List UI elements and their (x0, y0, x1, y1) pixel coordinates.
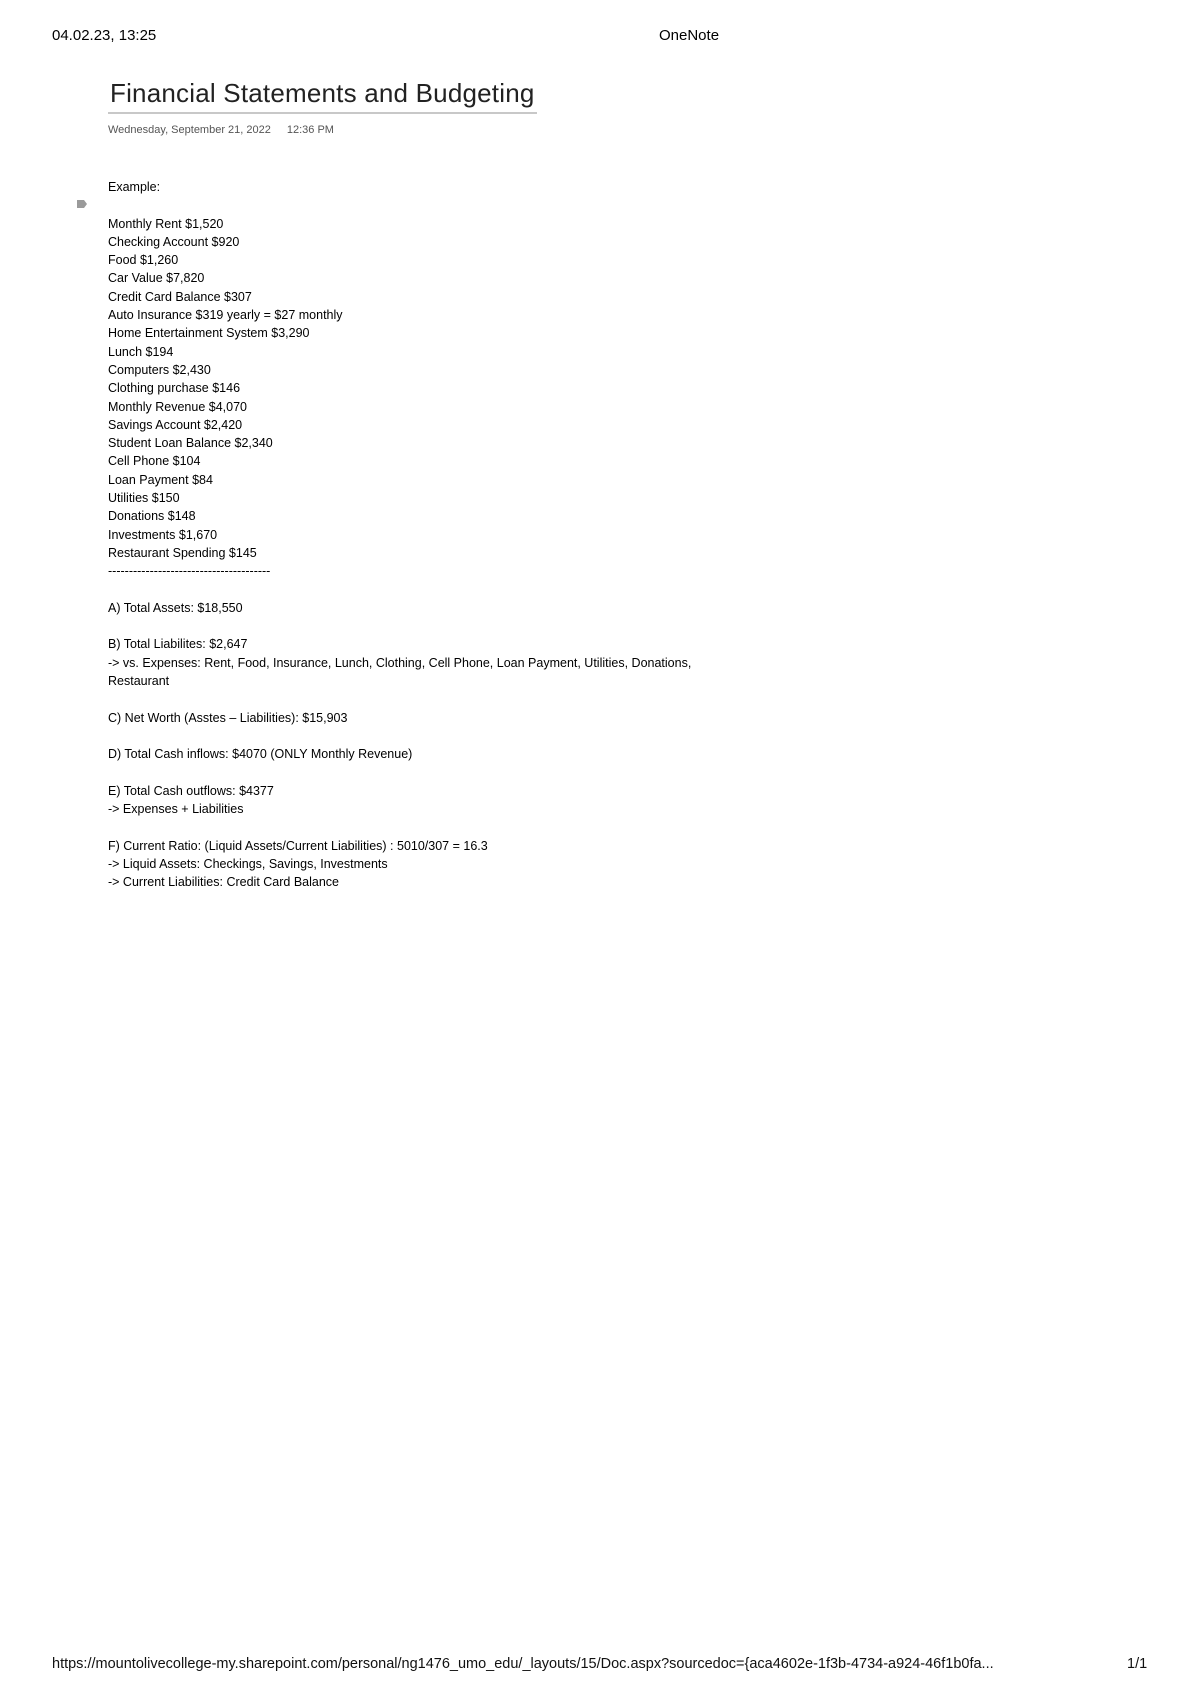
cash-outflows: E) Total Cash outflows: $4377 (108, 783, 274, 798)
list-item: Food $1,260 (108, 253, 179, 268)
total-liabilities: B) Total Liabilites: $2,647 (108, 637, 248, 652)
spacer (108, 617, 828, 635)
list-item: Restaurant Spending $145 (108, 545, 257, 560)
list-item: Monthly Revenue $4,070 (108, 399, 247, 414)
list-item: Savings Account $2,420 (108, 417, 243, 432)
liquid-assets-note: -> Liquid Assets: Checkings, Savings, Investments (108, 856, 388, 871)
net-worth: C) Net Worth (Asstes – Liabilities): $15,903 (108, 710, 348, 725)
list-item: Car Value $7,820 (108, 271, 205, 286)
page-url: https://mountolivecollege-my.sharepoint.com/personal/ng1476_umo_edu/_layouts/15/Doc.aspx?sourcedoc={aca4602e-1f3b-4734-a924-46f1b0fa... (52, 1656, 994, 1672)
list-item: Auto Insurance $319 yearly = $27 monthly (108, 308, 343, 323)
list-item: Donations $148 (108, 509, 196, 524)
spacer (108, 581, 828, 599)
page-date (108, 124, 334, 136)
list-item: Monthly Rent $1,520 (108, 216, 224, 231)
note-content[interactable] (108, 178, 828, 892)
example-label: Example: (108, 180, 161, 194)
total-assets: A) Total Assets: $18,550 (108, 600, 243, 615)
spacer (108, 727, 828, 745)
print-timestamp: 04.02.23, 13:25 (52, 27, 157, 44)
list-item: Loan Payment $84 (108, 472, 213, 487)
liabilities-note: -> vs. Expenses: Rent, Food, Insurance, Lunch, Clothing, Cell Phone, Loan Payment, Utilities, Donations, (108, 655, 692, 670)
page-title[interactable]: Financial Statements and Budgeting (108, 78, 537, 114)
cash-inflows: D) Total Cash inflows: $4070 (ONLY Monthly Revenue) (108, 747, 413, 762)
list-item: Checking Account $920 (108, 234, 240, 249)
current-ratio: F) Current Ratio: (Liquid Assets/Current Liabilities) : 5010/307 = 16.3 (108, 838, 488, 853)
list-item: Clothing purchase $146 (108, 381, 241, 396)
page-title-container (108, 78, 537, 114)
liabilities-note-cont: Restaurant (108, 674, 170, 689)
list-item: Utilities $150 (108, 491, 180, 506)
list-item: Home Entertainment System $3,290 (108, 326, 310, 341)
spacer (108, 690, 828, 708)
list-item: Investments $1,670 (108, 527, 218, 542)
page-date-text: Wednesday, September 21, 2022 (108, 124, 271, 136)
page-number: 1/1 (1127, 1656, 1148, 1672)
outline-handle-icon[interactable] (77, 200, 87, 208)
app-name: OneNote (659, 27, 720, 44)
cash-outflows-note: -> Expenses + Liabilities (108, 802, 244, 817)
list-item: Computers $2,430 (108, 362, 211, 377)
spacer (108, 196, 828, 214)
list-item: Cell Phone $104 (108, 454, 201, 469)
page-time-text: 12:36 PM (286, 124, 334, 136)
list-item: Lunch $194 (108, 344, 174, 359)
list-item: Student Loan Balance $2,340 (108, 436, 273, 451)
print-header (0, 27, 1200, 51)
list-item: Credit Card Balance $307 (108, 289, 252, 304)
separator-line: --------------------------------------- (108, 564, 271, 579)
spacer (108, 818, 828, 836)
current-liabilities-note: -> Current Liabilities: Credit Card Balance (108, 875, 340, 890)
spacer (108, 764, 828, 782)
